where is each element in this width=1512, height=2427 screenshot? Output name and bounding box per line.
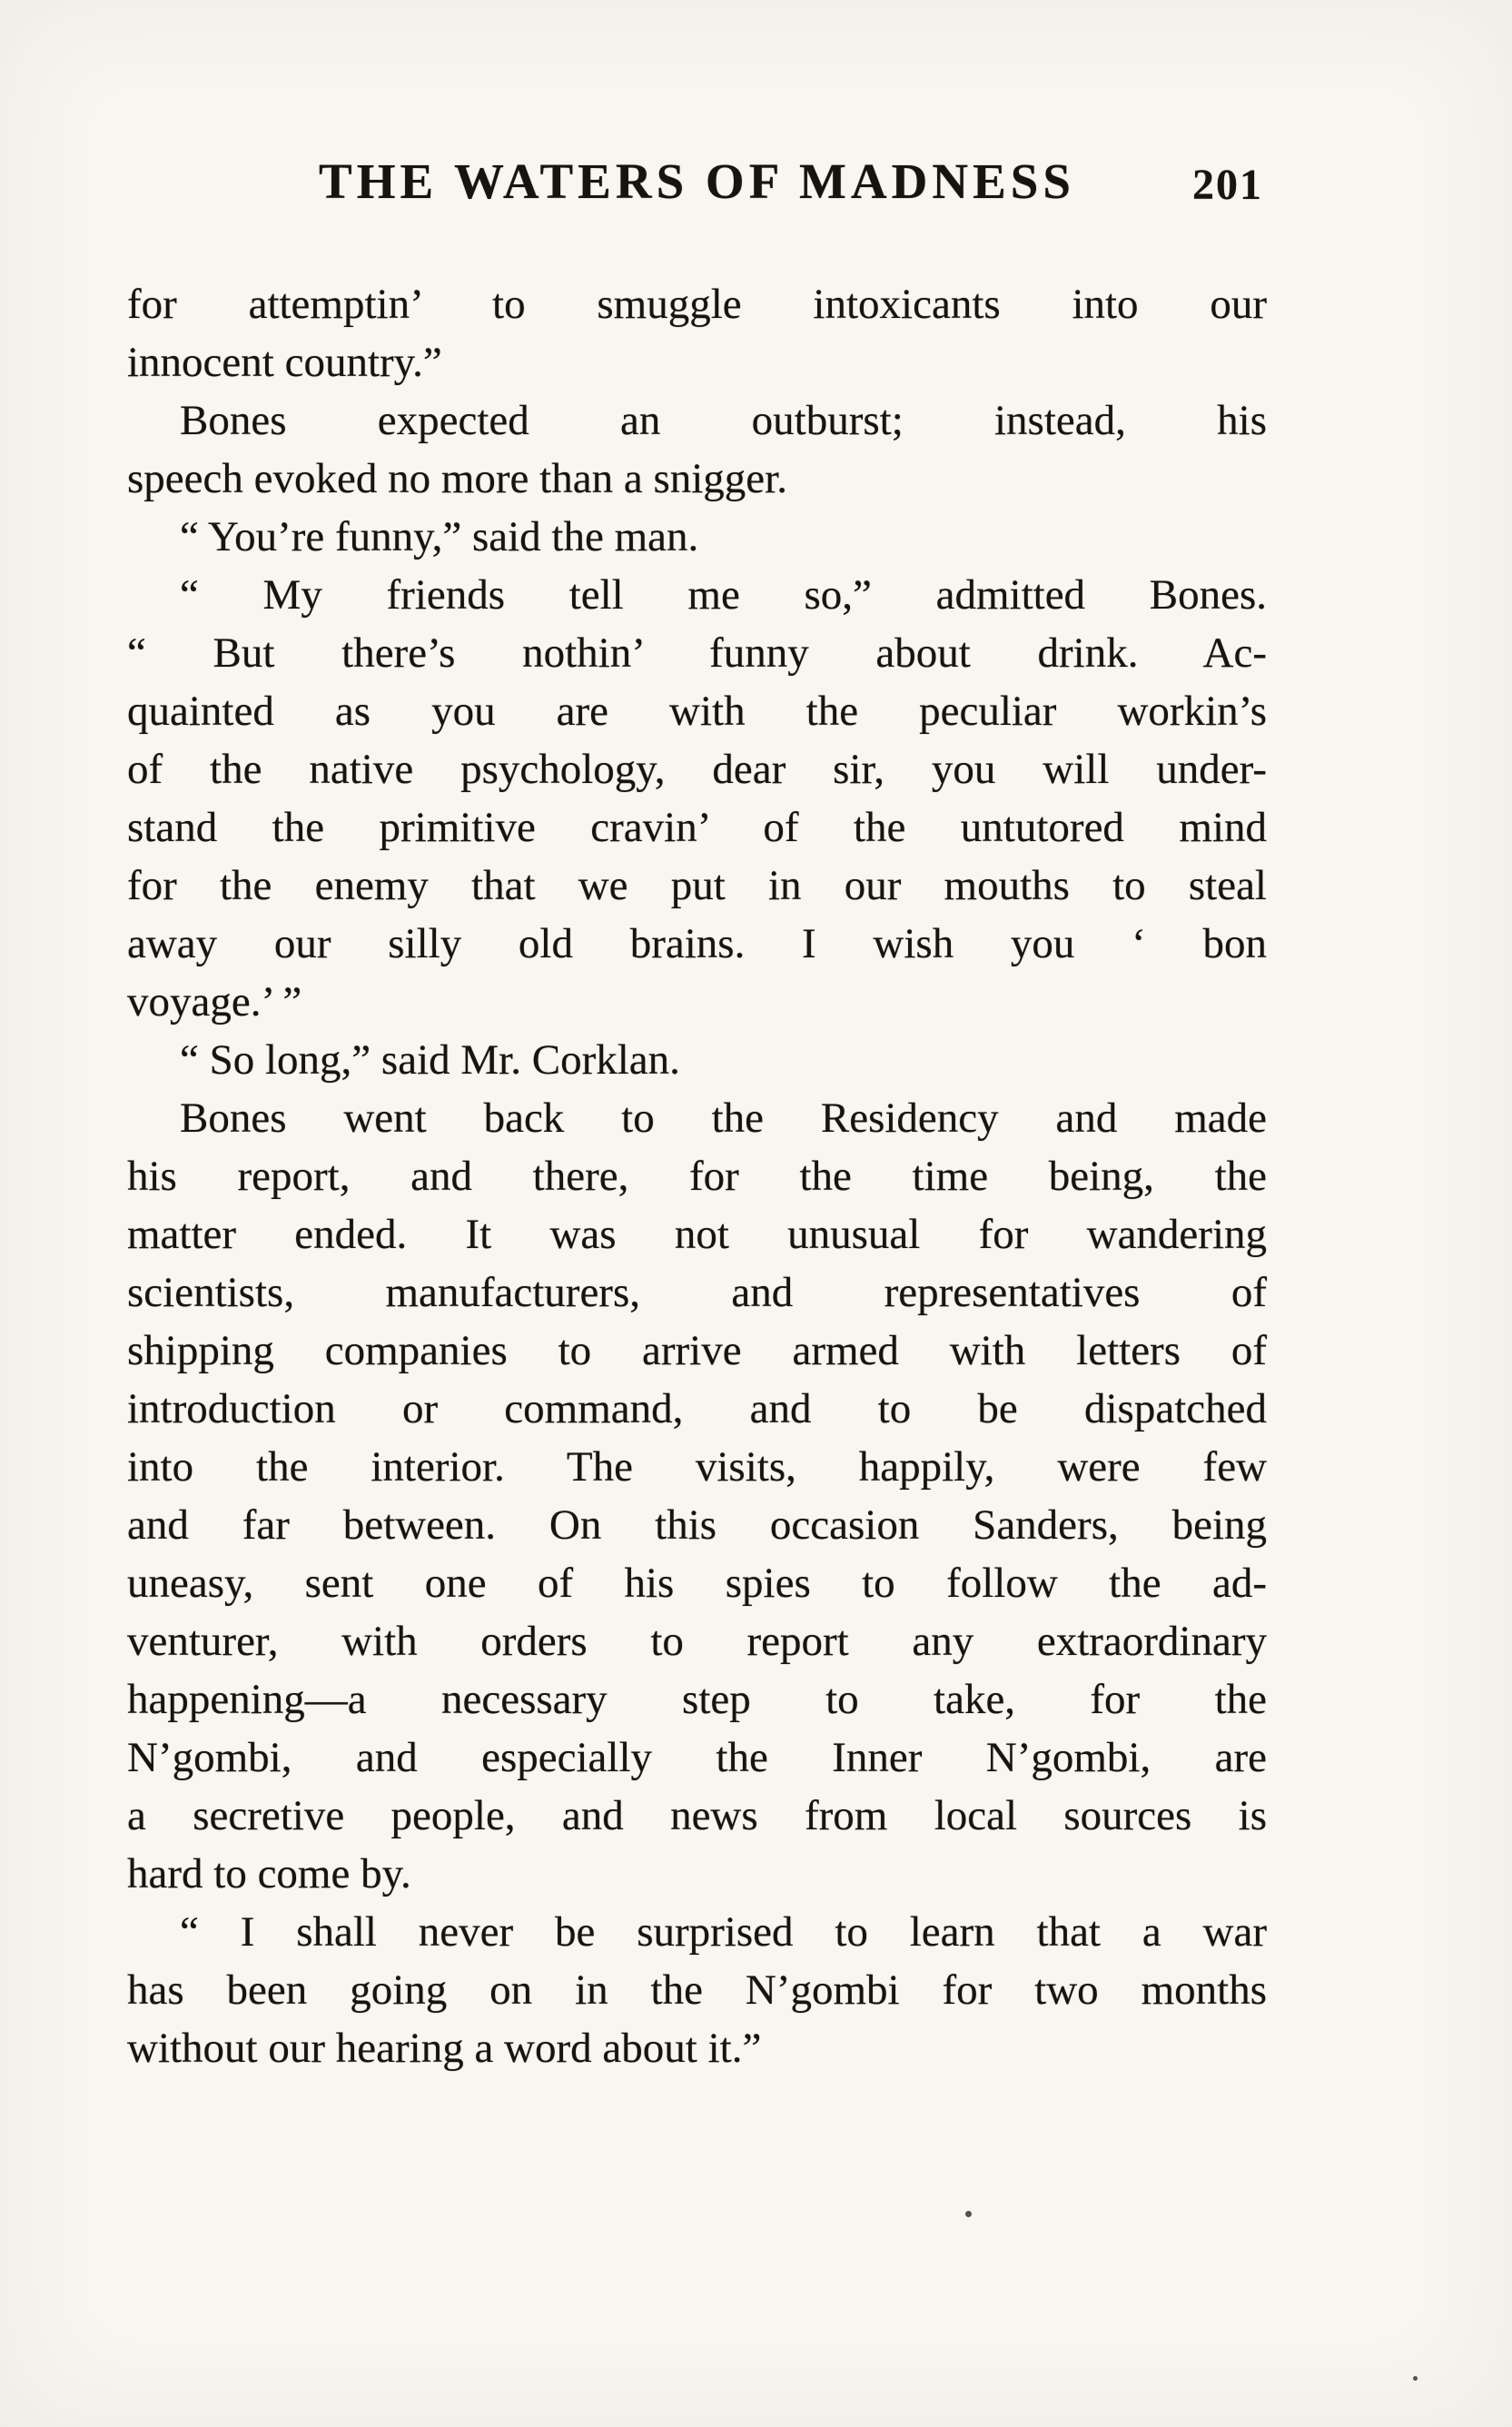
- page-number: 201: [1192, 161, 1263, 209]
- text-line: scientists, manufacturers, and representatives of: [127, 1269, 1267, 1316]
- page-body: [127, 275, 1267, 2077]
- text-line: for attemptin’ to smuggle intoxicants into our: [127, 281, 1267, 328]
- page-header: [127, 153, 1267, 216]
- text-line: hard to come by.: [127, 1850, 411, 1897]
- text-line: a secretive people, and news from local sources is: [127, 1792, 1267, 1839]
- text-line: “ You’re funny,” said the man.: [180, 513, 699, 560]
- text-line: introduction or command, and to be dispatched: [127, 1385, 1267, 1432]
- text-line: “ But there’s nothin’ funny about drink. Ac-: [127, 629, 1267, 677]
- text-line: innocent country.”: [127, 339, 442, 386]
- text-line: “ So long,” said Mr. Corklan.: [180, 1036, 680, 1084]
- text-line: quainted as you are with the peculiar workin’s: [127, 688, 1267, 735]
- ink-speck: [965, 2211, 972, 2217]
- text-line: venturer, with orders to report any extraordinary: [127, 1618, 1267, 1665]
- text-line: N’gombi, and especially the Inner N’gombi, are: [127, 1734, 1267, 1781]
- text-line: of the native psychology, dear sir, you will under-: [127, 746, 1267, 793]
- page-title: THE WATERS OF MADNESS: [319, 154, 1075, 209]
- text-line: Bones went back to the Residency and made: [180, 1095, 1267, 1142]
- text-line: matter ended. It was not unusual for wandering: [127, 1211, 1267, 1258]
- ink-speck: [1413, 2376, 1418, 2381]
- text-line: “ I shall never be surprised to learn that a war: [180, 1908, 1267, 1956]
- text-line: without our hearing a word about it.”: [127, 2025, 762, 2072]
- text-line: Bones expected an outburst; instead, his: [180, 397, 1267, 444]
- text-line: uneasy, sent one of his spies to follow the ad-: [127, 1560, 1267, 1607]
- text-line: speech evoked no more than a snigger.: [127, 455, 787, 502]
- text-line: happening—a necessary step to take, for the: [127, 1676, 1267, 1723]
- text-line: into the interior. The visits, happily, were few: [127, 1443, 1267, 1491]
- text-line: “ My friends tell me so,” admitted Bones.: [180, 571, 1267, 619]
- text-line: shipping companies to arrive armed with letters of: [127, 1327, 1267, 1374]
- text-line: away our silly old brains. I wish you ‘ bon: [127, 920, 1267, 967]
- text-line: stand the primitive cravin’ of the untutored mind: [127, 804, 1267, 851]
- text-line: for the enemy that we put in our mouths to steal: [127, 862, 1267, 909]
- text-line: and far between. On this occasion Sanders, being: [127, 1501, 1267, 1549]
- text-line: voyage.’ ”: [127, 978, 302, 1025]
- text-line: has been going on in the N’gombi for two months: [127, 1966, 1267, 2014]
- text-line: his report, and there, for the time being, the: [127, 1153, 1267, 1200]
